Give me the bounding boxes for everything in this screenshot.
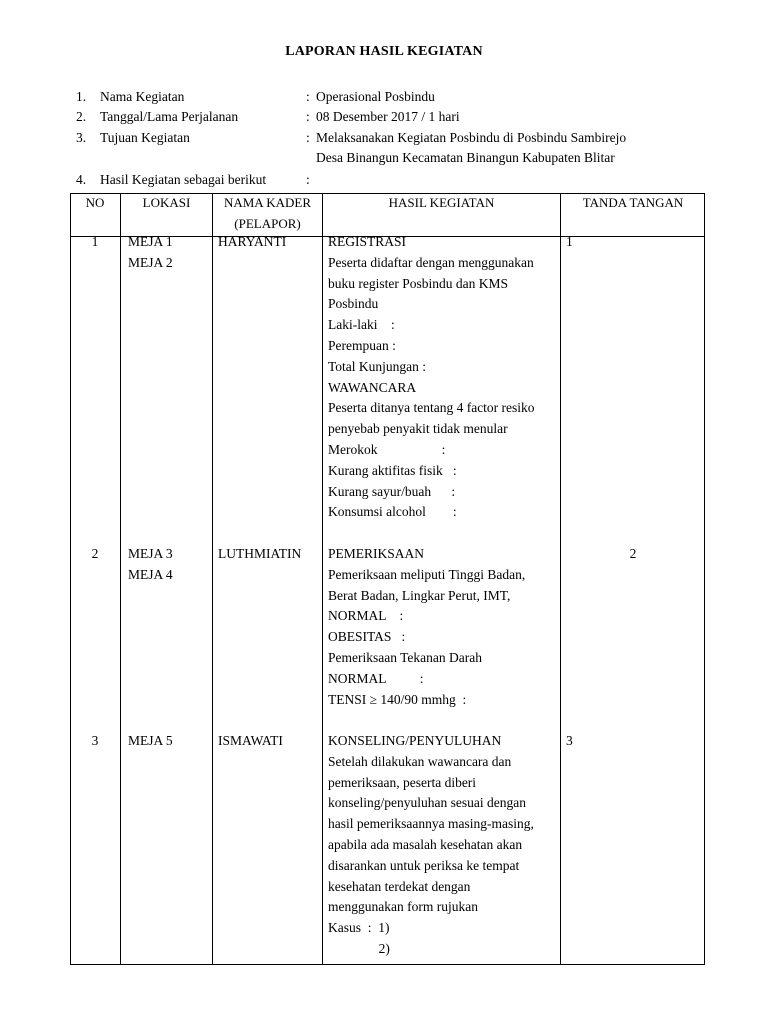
hasil-line: NORMAL : xyxy=(328,670,424,686)
row-1-hasil xyxy=(328,232,535,523)
hasil-line: KONSELING/PENYULUHAN xyxy=(328,733,502,748)
field-tujuan-colon: : xyxy=(306,130,310,145)
row-1-lokasi: MEJA 1 MEJA 2 xyxy=(128,234,173,270)
row-1-tanda-tangan: 1 xyxy=(566,234,573,249)
header-lokasi: LOKASI xyxy=(142,195,191,210)
field-tujuan-label: 3. Tujuan Kegiatan xyxy=(76,130,190,145)
field-nama-kegiatan-label: 1. Nama Kegiatan xyxy=(76,89,185,104)
table-divider xyxy=(120,193,121,965)
row-2-lokasi: MEJA 3 MEJA 4 xyxy=(128,546,173,582)
hasil-line: Berat Badan, Lingkar Perut, IMT, xyxy=(328,587,511,603)
row-2-no: 2 xyxy=(91,546,99,561)
row-2-tanda-tangan: 2 xyxy=(629,546,637,561)
field-nama-kegiatan-value: Operasional Posbindu xyxy=(316,89,435,104)
field-tanggal-value: 08 Desember 2017 / 1 hari xyxy=(316,109,460,124)
hasil-line: Pemeriksaan meliputi Tinggi Badan, xyxy=(328,566,526,582)
field-tujuan-value-line2: Desa Binangun Kecamatan Binangun Kabupaten Blitar xyxy=(316,150,615,165)
field-tanggal-label: 2. Tanggal/Lama Perjalanan xyxy=(76,109,239,124)
hasil-line: Kurang sayur/buah : xyxy=(328,483,456,499)
table-divider xyxy=(212,193,213,965)
hasil-line: WAWANCARA xyxy=(328,379,417,395)
hasil-line: Pemeriksaan Tekanan Darah xyxy=(328,649,482,665)
hasil-line: TENSI ≥ 140/90 mmhg : xyxy=(328,691,467,707)
hasil-line: OBESITAS : xyxy=(328,629,406,645)
field-tujuan-value: Melaksanakan Kegiatan Posbindu di Posbindu Sambirejo xyxy=(316,130,627,145)
table-divider xyxy=(560,193,561,965)
header-no: NO xyxy=(85,195,105,210)
row-3-no: 3 xyxy=(91,733,99,748)
document-title: LAPORAN HASIL KEGIATAN xyxy=(285,44,483,59)
row-3-kader: ISMAWATI xyxy=(218,733,283,748)
hasil-line: Total Kunjungan : xyxy=(328,358,427,374)
hasil-line: Peserta ditanya tentang 4 factor resiko xyxy=(328,400,535,416)
hasil-line: PEMERIKSAAN xyxy=(328,546,425,561)
field-hasil-label: 4. Hasil Kegiatan sebagai berikut xyxy=(76,172,267,187)
hasil-line: Konsumsi alcohol : xyxy=(328,504,457,520)
row-2-hasil xyxy=(328,544,525,710)
header-hasil-kegiatan: HASIL KEGIATAN xyxy=(388,195,495,210)
hasil-line: NORMAL : xyxy=(328,608,404,624)
hasil-line: disarankan untuk periksa ke tempat xyxy=(328,857,520,873)
hasil-line: Peserta didaftar dengan menggunakan xyxy=(328,254,534,270)
field-tanggal-colon: : xyxy=(306,109,310,124)
row-1-kader: HARYANTI xyxy=(218,234,287,249)
row-3-lokasi: MEJA 5 xyxy=(128,733,173,748)
hasil-line: kesehatan terdekat dengan xyxy=(328,878,471,894)
row-3-hasil xyxy=(328,731,534,960)
hasil-line: REGISTRASI xyxy=(328,234,407,249)
header-tanda-tangan: TANDA TANGAN xyxy=(582,195,684,210)
table-divider xyxy=(322,193,323,965)
hasil-line: hasil pemeriksaannya masing-masing, xyxy=(328,816,534,832)
field-nama-kegiatan-colon: : xyxy=(306,89,310,104)
row-1-no: 1 xyxy=(91,234,99,249)
hasil-line: penyebab penyakit tidak menular xyxy=(328,421,508,437)
hasil-line: Merokok : xyxy=(328,441,446,457)
hasil-line: 2) xyxy=(328,940,390,956)
hasil-line: Posbindu xyxy=(328,296,379,312)
row-3-tanda-tangan: 3 xyxy=(566,733,573,748)
hasil-line: apabila ada masalah kesehatan akan xyxy=(328,836,523,852)
hasil-line: Kasus : 1) xyxy=(328,920,390,936)
field-hasil-colon: : xyxy=(306,172,310,187)
header-nama-kader: NAMA KADER (PELAPOR) xyxy=(223,195,312,231)
hasil-line: Laki-laki : xyxy=(328,317,395,333)
hasil-line: pemeriksaan, peserta diberi xyxy=(328,774,477,790)
row-2-kader: LUTHMIATIN xyxy=(218,546,302,561)
hasil-line: Kurang aktifitas fisik : xyxy=(328,462,457,478)
hasil-line: Setelah dilakukan wawancara dan xyxy=(328,753,512,769)
hasil-line: menggunakan form rujukan xyxy=(328,899,478,915)
hasil-line: konseling/penyuluhan sesuai dengan xyxy=(328,795,526,811)
hasil-line: Perempuan : xyxy=(328,337,396,353)
hasil-line: buku register Posbindu dan KMS xyxy=(328,275,508,291)
